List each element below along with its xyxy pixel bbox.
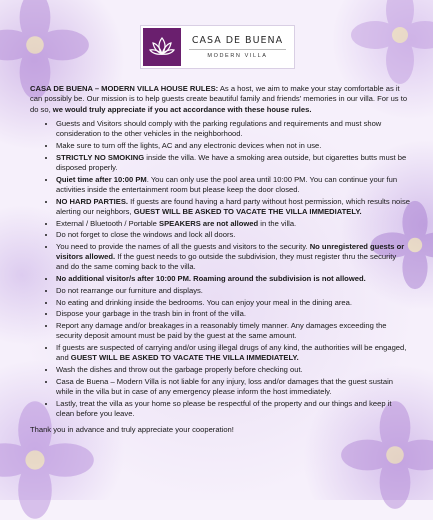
rule-emphasis: STRICTLY NO SMOKING: [56, 152, 145, 162]
rule-item: [56, 343, 410, 364]
rule-text: External / Bluetooth / Portable: [56, 218, 159, 228]
rule-item: [56, 153, 410, 174]
rule-text: Guests and Visitors should comply with the parking regulations and requirements and must show consideration to the other vehicles in the neighborhood.: [56, 118, 382, 139]
rule-item: [56, 309, 410, 319]
rule-text: inside the villa. We have a smoking area outside, but cigarettes butts must be disposed properly.: [56, 152, 407, 172]
rule-emphasis: No additional visitor/s after 10:00 PM. Roaming around the subdivision is not allowed.: [56, 274, 366, 284]
flower-decoration-icon: [350, 0, 433, 85]
rule-text: Report any damage and/or breakages in a reasonably timely manner. Any damages exceeding the security deposit amount must be paid by the guest at the same amount.: [56, 320, 387, 341]
rule-emphasis: NO HARD PARTIES.: [56, 196, 129, 206]
house-rules-document: [30, 84, 410, 443]
rule-text: If the guest needs to go outside the subdivision, they must register thru the security and do the same coming back to the villa.: [56, 252, 397, 272]
rule-item: [56, 298, 410, 308]
rule-item: [56, 119, 410, 140]
rule-item: [56, 365, 410, 375]
rule-item: [56, 321, 410, 342]
rule-item: [56, 175, 410, 196]
rule-text: If guests are suspected of carrying and/or using illegal drugs of any kind, the authorities will be engaged, and: [56, 342, 407, 363]
rule-item: [56, 399, 410, 420]
rule-emphasis: GUEST WILL BE ASKED TO VACATE THE VILLA IMMEDIATELY.: [133, 206, 362, 216]
rule-emphasis: Quiet time after 10:00 PM: [56, 174, 147, 184]
rule-text: If guests are found having a hard party without host permission, which results noise alerting our neighbors,: [56, 196, 410, 216]
rule-item: [56, 242, 410, 273]
rule-item: [56, 197, 410, 218]
rule-emphasis: No unregistered guests or visitors allowed.: [56, 241, 405, 262]
rule-text: Wash the dishes and throw out the garbage properly before checking out.: [56, 364, 303, 374]
intro-emphasis: we would truly appreciate if you act accordance with these house rules.: [52, 104, 312, 114]
rule-item: [56, 141, 410, 151]
rule-item: [56, 377, 410, 398]
rule-text: No eating and drinking inside the bedrooms. You can enjoy your meal in the dining area.: [56, 297, 352, 307]
brand-logo: [140, 25, 295, 69]
rule-text: Do not rearrange our furniture and displays.: [56, 285, 203, 295]
intro-heading: CASA DE BUENA – MODERN VILLA HOUSE RULES:: [30, 84, 219, 93]
rule-text: Lastly, treat the villa as your home so please be respectful of the property and our things and keep it clean before you leave.: [56, 398, 392, 418]
lotus-icon: [143, 28, 181, 66]
rule-text: in the villa.: [258, 218, 297, 228]
intro-text: As a host, we aim to make your stay comfortable as it can possibly be. Our mission is to help guests create beautiful family and friends’ memories in our villa. For us to do so,: [30, 84, 408, 114]
intro-paragraph: [30, 84, 410, 115]
rule-text: Dispose your garbage in the trash bin in front of the villa.: [56, 309, 246, 319]
rule-text: You need to provide the names of all the guests and visitors to the security.: [56, 241, 310, 251]
closing-note: Thank you in advance and truly appreciate your cooperation!: [30, 425, 234, 435]
rule-emphasis: SPEAKERS are not allowed: [159, 218, 259, 228]
rules-list: [30, 119, 410, 419]
logo-subtitle: MODERN VILLA: [207, 53, 268, 59]
rule-item: [56, 219, 410, 229]
rule-emphasis: GUEST WILL BE ASKED TO VACATE THE VILLA IMMEDIATELY.: [70, 353, 299, 363]
rule-item: [56, 286, 410, 296]
rule-text: Do not forget to close the windows and lock all doors.: [56, 230, 236, 240]
rule-text: . You can only use the pool area until 10:00 PM. You can continue your fun activities inside the entertainment room but please keep the door closed.: [56, 174, 398, 194]
logo-title: CASA DE BUENA: [189, 35, 286, 50]
rule-text: Make sure to turn off the lights, AC and any electronic devices when not in use.: [56, 140, 322, 150]
rule-item: [56, 230, 410, 240]
rule-item: [56, 274, 410, 284]
rule-text: Casa de Buena – Modern Villa is not liable for any injury, loss and/or damages that the guest sustain while in the villa but in case of any emergency please inform the host immediately.: [56, 376, 393, 396]
